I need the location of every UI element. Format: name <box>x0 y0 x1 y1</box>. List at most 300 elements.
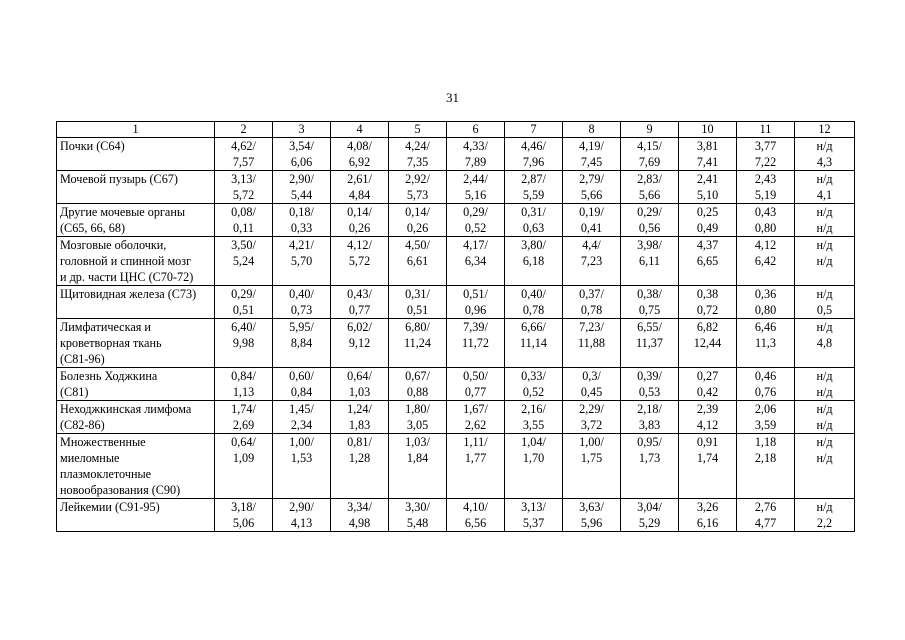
cell-value-top: 0,84/ <box>231 369 256 383</box>
column-header: 10 <box>679 122 737 138</box>
cell-value-top: 4,37 <box>696 238 719 252</box>
cell-value-bottom: 0,84 <box>290 385 313 399</box>
cell-value-top: 3,13/ <box>231 172 256 186</box>
cell-value-bottom: 7,35 <box>406 155 429 169</box>
column-header: 11 <box>737 122 795 138</box>
table-cell <box>331 204 389 237</box>
table-cell <box>795 138 855 171</box>
cell-value-top: 4,21/ <box>289 238 314 252</box>
table-cell <box>563 319 621 368</box>
cell-value-bottom: 5,70 <box>290 254 313 268</box>
table-row <box>57 499 855 532</box>
table-cell <box>563 286 621 319</box>
table-cell <box>215 286 273 319</box>
table-cell <box>447 434 505 499</box>
table-cell <box>621 319 679 368</box>
cell-value-top: 1,03/ <box>405 435 430 449</box>
cell-value-bottom: 11,14 <box>520 336 547 350</box>
table-cell <box>737 434 795 499</box>
cell-value-top: 4,15/ <box>637 139 662 153</box>
cell-value-bottom: 0,77 <box>348 303 371 317</box>
cell-value-bottom: 4,8 <box>816 336 833 350</box>
cell-value-bottom: 12,44 <box>693 336 722 350</box>
table-cell <box>679 171 737 204</box>
table-cell <box>273 204 331 237</box>
cell-value-top: 0,40/ <box>289 287 314 301</box>
table-cell <box>505 401 563 434</box>
cell-value-bottom: 0,26 <box>348 221 371 235</box>
cell-value-top: 5,95/ <box>289 320 314 334</box>
cell-value-bottom: 9,98 <box>232 336 255 350</box>
cell-value-bottom: 7,22 <box>754 155 777 169</box>
cell-value-bottom: 1,83 <box>348 418 371 432</box>
cell-value-top: н/д <box>816 287 833 301</box>
cell-value-top: 0,19/ <box>579 205 604 219</box>
row-label-line: Мозговые оболочки, <box>60 238 167 252</box>
cell-value-top: 2,41 <box>696 172 719 186</box>
cell-value-bottom: 0,51 <box>232 303 255 317</box>
table-cell <box>447 286 505 319</box>
cell-value-bottom: 5,48 <box>406 516 429 530</box>
cell-value-bottom: 0,41 <box>580 221 603 235</box>
cell-value-top: н/д <box>816 500 833 514</box>
table-cell <box>621 171 679 204</box>
table-cell <box>389 237 447 286</box>
row-label-line: миеломные <box>60 451 120 465</box>
cell-value-bottom: 4,13 <box>290 516 313 530</box>
cell-value-bottom: 6,16 <box>696 516 719 530</box>
cell-value-bottom: 2,69 <box>232 418 255 432</box>
cell-value-bottom: 6,92 <box>348 155 371 169</box>
column-header: 7 <box>505 122 563 138</box>
table-cell <box>737 138 795 171</box>
row-label <box>57 401 215 434</box>
cell-value-top: 1,11/ <box>463 435 488 449</box>
cell-value-top: 2,76 <box>754 500 777 514</box>
table-cell <box>679 237 737 286</box>
column-header: 1 <box>57 122 215 138</box>
table-cell <box>505 237 563 286</box>
cell-value-bottom: 1,53 <box>290 451 313 465</box>
cell-value-top: 4,62/ <box>231 139 256 153</box>
cell-value-top: 3,50/ <box>231 238 256 252</box>
cell-value-top: 0,27 <box>696 369 719 383</box>
cell-value-top: 2,16/ <box>521 402 546 416</box>
cell-value-bottom: 7,41 <box>696 155 719 169</box>
table-cell <box>795 171 855 204</box>
row-label-line: Множественные <box>60 435 146 449</box>
cell-value-top: 2,06 <box>754 402 777 416</box>
table-cell <box>389 138 447 171</box>
table-cell <box>563 401 621 434</box>
cell-value-top: 3,04/ <box>637 500 662 514</box>
cell-value-top: 3,34/ <box>347 500 372 514</box>
cell-value-top: 0,33/ <box>521 369 546 383</box>
cell-value-top: 2,92/ <box>405 172 430 186</box>
table-cell <box>795 499 855 532</box>
table-cell <box>331 319 389 368</box>
cell-value-top: 3,98/ <box>637 238 662 252</box>
table-row <box>57 286 855 319</box>
cell-value-bottom: 0,77 <box>464 385 487 399</box>
cell-value-bottom: 5,66 <box>580 188 603 202</box>
row-label-line: Лейкемии (С91-95) <box>60 500 160 514</box>
table-cell <box>447 499 505 532</box>
table-cell <box>679 138 737 171</box>
cell-value-top: 6,66/ <box>521 320 546 334</box>
table-cell <box>795 237 855 286</box>
cell-value-bottom: н/д <box>816 418 833 432</box>
cell-value-top: н/д <box>816 205 833 219</box>
table-row <box>57 368 855 401</box>
table-cell <box>737 237 795 286</box>
cell-value-bottom: 1,75 <box>580 451 603 465</box>
table-cell <box>215 138 273 171</box>
cell-value-bottom: 4,77 <box>754 516 777 530</box>
cell-value-bottom: 0,96 <box>464 303 487 317</box>
cell-value-bottom: 2,18 <box>754 451 777 465</box>
table-cell <box>679 401 737 434</box>
cell-value-bottom: 7,69 <box>638 155 661 169</box>
table-cell <box>389 499 447 532</box>
cell-value-bottom: 0,45 <box>580 385 603 399</box>
cell-value-bottom: 1,73 <box>638 451 661 465</box>
cell-value-top: 2,90/ <box>289 500 314 514</box>
table-cell <box>621 138 679 171</box>
cell-value-top: н/д <box>816 369 833 383</box>
table-row <box>57 401 855 434</box>
row-label-line: кроветворная ткань <box>60 336 162 350</box>
cell-value-top: 0,40/ <box>521 287 546 301</box>
table-cell <box>273 171 331 204</box>
cell-value-top: 2,44/ <box>463 172 488 186</box>
table-cell <box>331 499 389 532</box>
cell-value-top: 6,46 <box>754 320 777 334</box>
cell-value-bottom: 0,26 <box>406 221 429 235</box>
cell-value-bottom: 7,23 <box>580 254 603 268</box>
cell-value-top: 3,81 <box>696 139 719 153</box>
table-cell <box>447 171 505 204</box>
table-cell <box>563 368 621 401</box>
table-cell <box>795 204 855 237</box>
table-cell <box>679 434 737 499</box>
table-row <box>57 237 855 286</box>
cell-value-top: 0,46 <box>754 369 777 383</box>
cell-value-top: 0,25 <box>696 205 719 219</box>
table-cell <box>273 401 331 434</box>
cell-value-bottom: 5,72 <box>348 254 371 268</box>
cell-value-bottom: 6,06 <box>290 155 313 169</box>
row-label-line: Болезнь Ходжкина <box>60 369 158 383</box>
cell-value-top: н/д <box>816 238 833 252</box>
table-cell <box>447 368 505 401</box>
cell-value-bottom: 0,11 <box>233 221 254 235</box>
cell-value-top: 3,80/ <box>521 238 546 252</box>
cell-value-bottom: 8,84 <box>290 336 313 350</box>
table-cell <box>273 286 331 319</box>
cell-value-bottom: 5,72 <box>232 188 255 202</box>
column-header: 3 <box>273 122 331 138</box>
table-cell <box>389 368 447 401</box>
cell-value-top: 0,39/ <box>637 369 662 383</box>
cell-value-top: 1,67/ <box>463 402 488 416</box>
cell-value-bottom: 5,29 <box>638 516 661 530</box>
table-cell <box>273 138 331 171</box>
cell-value-bottom: 1,84 <box>406 451 429 465</box>
cell-value-bottom: 11,88 <box>578 336 605 350</box>
cell-value-top: 6,55/ <box>637 320 662 334</box>
table-cell <box>389 434 447 499</box>
cell-value-bottom: 5,19 <box>754 188 777 202</box>
cell-value-bottom: 9,12 <box>348 336 371 350</box>
cell-value-top: 0,67/ <box>405 369 430 383</box>
table-row <box>57 204 855 237</box>
table-cell <box>215 368 273 401</box>
cell-value-bottom: 5,10 <box>696 188 719 202</box>
row-label <box>57 499 215 532</box>
table-cell <box>679 319 737 368</box>
row-label-line: (С82-86) <box>60 418 105 432</box>
table-cell <box>331 171 389 204</box>
column-header: 8 <box>563 122 621 138</box>
table-cell <box>215 319 273 368</box>
cell-value-top: н/д <box>816 402 833 416</box>
row-label-line: Другие мочевые органы <box>60 205 186 219</box>
cell-value-bottom: 3,05 <box>406 418 429 432</box>
row-label-line: (С65, 66, 68) <box>60 221 125 235</box>
cell-value-top: 2,43 <box>754 172 777 186</box>
table-cell <box>505 499 563 532</box>
cell-value-top: 0,64/ <box>231 435 256 449</box>
cell-value-bottom: 11,3 <box>755 336 776 350</box>
cell-value-bottom: 0,51 <box>406 303 429 317</box>
cell-value-bottom: 0,75 <box>638 303 661 317</box>
cell-value-bottom: 6,42 <box>754 254 777 268</box>
table-cell <box>795 434 855 499</box>
table-cell <box>679 204 737 237</box>
cell-value-top: 0,91 <box>696 435 719 449</box>
cell-value-bottom: 5,16 <box>464 188 487 202</box>
row-label <box>57 237 215 286</box>
table-cell <box>621 401 679 434</box>
table-row <box>57 171 855 204</box>
cell-value-top: 4,12/ <box>347 238 372 252</box>
table-cell <box>737 286 795 319</box>
cell-value-bottom: 0,78 <box>580 303 603 317</box>
table-cell <box>795 319 855 368</box>
cell-value-bottom: 6,34 <box>464 254 487 268</box>
cell-value-top: 2,83/ <box>637 172 662 186</box>
row-label-line: плазмоклеточные <box>60 467 152 481</box>
cell-value-bottom: 0,80 <box>754 303 777 317</box>
cell-value-top: 0,37/ <box>579 287 604 301</box>
cell-value-bottom: 0,33 <box>290 221 313 235</box>
table-cell <box>215 499 273 532</box>
cell-value-top: 6,80/ <box>405 320 430 334</box>
cell-value-bottom: 0,42 <box>696 385 719 399</box>
cell-value-top: 7,39/ <box>463 320 488 334</box>
cell-value-bottom: н/д <box>816 385 833 399</box>
cell-value-top: 0,14/ <box>405 205 430 219</box>
cell-value-top: 0,3/ <box>582 369 601 383</box>
cell-value-top: 2,39 <box>696 402 719 416</box>
table-cell <box>505 434 563 499</box>
cell-value-bottom: 2,2 <box>816 516 833 530</box>
cell-value-bottom: н/д <box>816 451 833 465</box>
cell-value-top: 3,77 <box>754 139 777 153</box>
table-cell <box>331 237 389 286</box>
cell-value-top: 4,46/ <box>521 139 546 153</box>
row-label <box>57 171 215 204</box>
cell-value-top: 0,08/ <box>231 205 256 219</box>
table-cell <box>331 138 389 171</box>
cell-value-top: 0,43 <box>754 205 777 219</box>
table-cell <box>215 204 273 237</box>
row-label <box>57 434 215 499</box>
table-cell <box>215 401 273 434</box>
table-cell <box>447 401 505 434</box>
table-cell <box>447 319 505 368</box>
incidence-table <box>56 121 855 532</box>
cell-value-bottom: 6,65 <box>696 254 719 268</box>
row-label-line: (С81) <box>60 385 89 399</box>
table-cell <box>447 204 505 237</box>
cell-value-top: 6,82 <box>696 320 719 334</box>
table-cell <box>331 401 389 434</box>
table-row <box>57 434 855 499</box>
cell-value-top: 3,54/ <box>289 139 314 153</box>
cell-value-top: 4,08/ <box>347 139 372 153</box>
column-header: 6 <box>447 122 505 138</box>
cell-value-bottom: 3,72 <box>580 418 603 432</box>
table-cell <box>389 171 447 204</box>
cell-value-bottom: 5,66 <box>638 188 661 202</box>
table-cell <box>621 237 679 286</box>
cell-value-bottom: 5,37 <box>522 516 545 530</box>
cell-value-top: н/д <box>816 139 833 153</box>
row-label-line: Щитовидная железа (С73) <box>60 287 197 301</box>
cell-value-bottom: 11,72 <box>462 336 489 350</box>
cell-value-bottom: 5,96 <box>580 516 603 530</box>
row-label-line: и др. части ЦНС (С70-72) <box>60 270 194 284</box>
cell-value-bottom: 0,5 <box>816 303 833 317</box>
cell-value-bottom: 7,89 <box>464 155 487 169</box>
row-label-line: (С81-96) <box>60 352 105 366</box>
table-cell <box>737 401 795 434</box>
column-header: 2 <box>215 122 273 138</box>
cell-value-top: 1,80/ <box>405 402 430 416</box>
cell-value-bottom: 6,11 <box>639 254 660 268</box>
cell-value-bottom: 3,59 <box>754 418 777 432</box>
table-cell <box>621 368 679 401</box>
row-label <box>57 204 215 237</box>
cell-value-top: 0,18/ <box>289 205 314 219</box>
table-cell <box>389 204 447 237</box>
row-label-line: Почки (С64) <box>60 139 125 153</box>
table-cell <box>505 368 563 401</box>
cell-value-top: 3,13/ <box>521 500 546 514</box>
table-cell <box>273 434 331 499</box>
cell-value-top: 0,31/ <box>405 287 430 301</box>
cell-value-top: н/д <box>816 172 833 186</box>
cell-value-top: 4,17/ <box>463 238 488 252</box>
cell-value-top: 7,23/ <box>579 320 604 334</box>
table-cell <box>505 286 563 319</box>
table-cell <box>331 434 389 499</box>
cell-value-top: 0,43/ <box>347 287 372 301</box>
table-cell <box>505 171 563 204</box>
cell-value-top: 4,12 <box>754 238 777 252</box>
cell-value-top: 0,50/ <box>463 369 488 383</box>
page-number: 31 <box>446 90 459 105</box>
cell-value-bottom: 3,55 <box>522 418 545 432</box>
cell-value-top: 1,24/ <box>347 402 372 416</box>
row-label <box>57 138 215 171</box>
table-cell <box>679 499 737 532</box>
table-cell <box>273 319 331 368</box>
table-cell <box>795 286 855 319</box>
table-cell <box>215 237 273 286</box>
cell-value-bottom: 0,52 <box>464 221 487 235</box>
cell-value-bottom: 0,56 <box>638 221 661 235</box>
table-cell <box>331 286 389 319</box>
cell-value-top: 0,36 <box>754 287 777 301</box>
table-cell <box>505 138 563 171</box>
table-cell <box>795 368 855 401</box>
table-cell <box>215 171 273 204</box>
table-cell <box>621 434 679 499</box>
cell-value-top: н/д <box>816 435 833 449</box>
cell-value-top: 0,29/ <box>231 287 256 301</box>
cell-value-bottom: 0,49 <box>696 221 719 235</box>
column-header: 4 <box>331 122 389 138</box>
cell-value-bottom: 7,96 <box>522 155 545 169</box>
cell-value-top: 0,14/ <box>347 205 372 219</box>
cell-value-top: 6,40/ <box>231 320 256 334</box>
cell-value-bottom: 0,76 <box>754 385 777 399</box>
row-label-line: Неходжкинская лимфома <box>60 402 192 416</box>
cell-value-top: 0,81/ <box>347 435 372 449</box>
cell-value-bottom: 0,73 <box>290 303 313 317</box>
table-cell <box>389 286 447 319</box>
table-cell <box>389 319 447 368</box>
cell-value-top: 1,74/ <box>231 402 256 416</box>
cell-value-top: 2,87/ <box>521 172 546 186</box>
cell-value-bottom: 4,12 <box>696 418 719 432</box>
table-cell <box>795 401 855 434</box>
table-cell <box>447 237 505 286</box>
cell-value-top: 1,00/ <box>579 435 604 449</box>
cell-value-bottom: 0,78 <box>522 303 545 317</box>
cell-value-top: 0,38 <box>696 287 719 301</box>
cell-value-top: 3,63/ <box>579 500 604 514</box>
cell-value-top: 2,79/ <box>579 172 604 186</box>
table-cell <box>273 499 331 532</box>
cell-value-top: 2,18/ <box>637 402 662 416</box>
cell-value-bottom: 4,98 <box>348 516 371 530</box>
cell-value-top: 0,29/ <box>637 205 662 219</box>
cell-value-bottom: 0,63 <box>522 221 545 235</box>
column-header: 12 <box>795 122 855 138</box>
cell-value-top: 4,4/ <box>582 238 601 252</box>
row-label <box>57 368 215 401</box>
cell-value-bottom: 5,24 <box>232 254 255 268</box>
cell-value-top: 0,64/ <box>347 369 372 383</box>
cell-value-top: 4,50/ <box>405 238 430 252</box>
table-cell <box>621 499 679 532</box>
column-header: 9 <box>621 122 679 138</box>
cell-value-top: 2,90/ <box>289 172 314 186</box>
